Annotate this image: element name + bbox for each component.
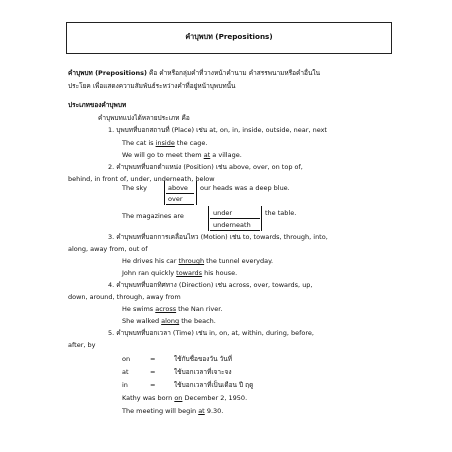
place-heading: 1. บุพบทที่บอกสถานที่ (Place) เช่น at, on, in, inside, outside, near, next (108, 126, 327, 134)
example-text: We will go to meet them (122, 151, 204, 159)
time-row-meaning: ใช้บอกเวลาที่เป็นเดือน ปี ฤดู (174, 381, 254, 389)
magazines-example-start: The magazines are (122, 212, 184, 220)
example-preposition: at (198, 407, 205, 415)
example-text: She walked (122, 317, 162, 325)
example-text: December 2, 1950. (182, 394, 248, 402)
example-preposition: across (155, 305, 177, 313)
magazines-option-underneath: underneath (213, 221, 251, 229)
motion-heading-line-1: 3. คำบุพบทที่บอกการเคลื่อนไหว (Motion) เช่น to, towards, through, into, (108, 233, 328, 241)
example-preposition: through (178, 257, 205, 265)
position-heading-line-2: behind, in front of, under, underneath, below (68, 175, 215, 183)
page-title: คำบุพบท (Prepositions) (185, 32, 273, 41)
bracket-left (208, 206, 209, 231)
position-heading-line-1: 2. คำบุพบทที่บอกตำแหน่ง (Position) เช่น above, over, on top of, (108, 163, 303, 171)
time-row-equals: = (150, 368, 156, 376)
place-example-2 (122, 152, 242, 159)
sky-example-start: The sky (122, 184, 147, 192)
example-text: his house. (202, 269, 238, 277)
example-text: the beach. (179, 317, 216, 325)
motion-example-1 (122, 258, 273, 265)
direction-heading-line-1: 4. คำบุพบทที่บอกทิศทาง (Direction) เช่น across, over, towards, up, (108, 281, 313, 289)
option-divider (210, 230, 260, 231)
option-divider (166, 204, 194, 205)
example-text: a village. (210, 151, 242, 159)
time-row-meaning: ใช้กับชื่อของวัน วันที่ (174, 355, 233, 363)
bracket-right (196, 181, 197, 205)
example-text: the cage. (174, 139, 208, 147)
sky-example-end: our heads was a deep blue. (200, 184, 290, 192)
example-text: the Nan river. (176, 305, 223, 313)
time-row-word: in (122, 381, 128, 389)
section-intro: คำบุพบทแบ่งได้หลายประเภท คือ (98, 114, 190, 122)
sky-option-over: over (168, 195, 183, 203)
example-preposition: at (203, 151, 211, 159)
time-row-word: at (122, 368, 129, 376)
intro-line-1 (68, 70, 320, 77)
example-preposition: towards (176, 269, 203, 277)
intro-term: คำบุพบท (Prepositions) (68, 69, 147, 77)
motion-heading-line-2: along, away from, out of (68, 245, 148, 253)
place-example-1 (122, 140, 207, 147)
sky-option-above: above (168, 184, 188, 192)
example-text: Kathy was born (122, 394, 175, 402)
direction-heading-line-2: down, around, through, away from (68, 293, 181, 301)
example-text: 9.30. (204, 407, 224, 415)
magazines-example-end: the table. (265, 209, 297, 217)
motion-example-2 (122, 270, 237, 277)
time-heading-line-1: 5. คำบุพบทที่บอกเวลา (Time) เช่น in, on, at, within, during, before, (108, 329, 314, 337)
example-text: The meeting will begin (122, 407, 199, 415)
time-heading-line-2: after, by (68, 341, 96, 349)
time-example-2 (122, 408, 223, 415)
example-preposition: on (174, 394, 183, 402)
time-row-word: on (122, 355, 131, 363)
example-text: The cat is (122, 139, 156, 147)
magazines-option-under: under (213, 209, 233, 217)
bracket-right (261, 206, 262, 231)
time-row-equals: = (150, 381, 156, 389)
example-text: He drives his car (122, 257, 179, 265)
section-heading: ประเภทของคำบุพบท (68, 101, 127, 109)
time-example-1 (122, 395, 247, 402)
title-box (66, 22, 392, 54)
direction-example-2 (122, 318, 216, 325)
example-preposition: inside (155, 139, 175, 147)
example-preposition: along (161, 317, 180, 325)
direction-example-1 (122, 306, 222, 313)
example-text: John ran quickly (122, 269, 177, 277)
option-divider (166, 193, 194, 194)
intro-line-2: ประโยค เพื่อแสดงความสัมพันธ์ระหว่างคำที่อยู่หน้าบุพบทนั้น (68, 82, 236, 90)
bracket-left (164, 181, 165, 205)
example-text: He swims (122, 305, 156, 313)
time-row-meaning: ใช้บอกเวลาที่เจาะจง (174, 368, 232, 376)
time-row-equals: = (150, 355, 156, 363)
intro-line-1-rest: คือ คำหรือกลุ่มคำที่วางหน้าคำนาม คำสรรพนามหรือคำอื่นใน (146, 69, 321, 77)
option-divider (210, 218, 260, 219)
example-text: the tunnel everyday. (204, 257, 274, 265)
